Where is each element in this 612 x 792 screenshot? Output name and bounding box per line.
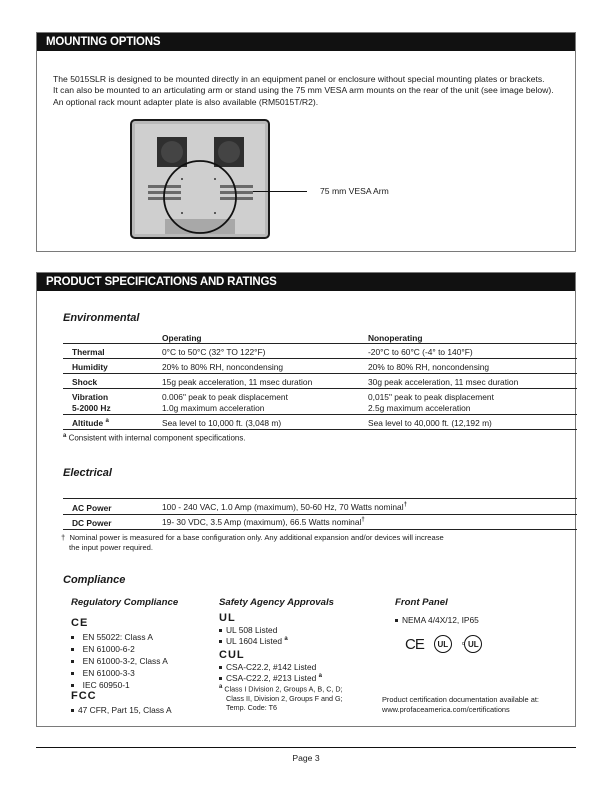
item-text: NEMA 4/4X/12, IP65 (402, 615, 479, 625)
row-label: Shock (72, 377, 98, 387)
row-value (162, 517, 365, 527)
nonoperating-value: 0,015" peak to peak displacement (368, 392, 494, 402)
mounting-description (53, 74, 573, 108)
bullet-icon (219, 677, 222, 680)
bullet-icon (71, 684, 74, 687)
row-label (72, 418, 109, 428)
footnote-text: Nominal power is measured for a base configuration only. Any additional expansion and/or devices will increase (69, 533, 444, 542)
value-text: 100 - 240 VAC, 1.0 Amp (maximum), 50-60 Hz, 70 Watts nominal (162, 502, 404, 512)
label-text: Altitude (72, 418, 104, 428)
product-specifications-section (36, 272, 576, 727)
bullet-icon (71, 636, 74, 639)
environmental-footnote (63, 433, 246, 443)
list-item (219, 636, 288, 646)
paragraph-line: An optional rack mount adapter plate is also available (RM5015T/R2). (53, 96, 319, 107)
footnote-marker: † (361, 517, 365, 524)
item-text: CSA-C22.2, #142 Listed (226, 662, 317, 672)
list-item (71, 668, 135, 678)
callout-leader-line (253, 191, 307, 192)
item-text: UL 1604 Listed (226, 636, 283, 646)
ce-mark-icon: CE (405, 635, 424, 653)
row-value (162, 502, 407, 512)
bullet-icon (395, 619, 398, 622)
nonoperating-value: 2.5g maximum acceleration (368, 403, 471, 413)
footnote-line: the input power required. (69, 543, 154, 552)
footnote-line: Class II, Division 2, Groups F and G; (226, 693, 343, 703)
item-text: EN 61000-3-3 (82, 668, 135, 678)
row-label-sub: 5-2000 Hz (72, 403, 111, 413)
footnote-marker: a (219, 684, 223, 690)
bullet-icon (219, 629, 222, 632)
bullet-icon (71, 709, 74, 712)
list-item (395, 615, 479, 625)
item-text: EN 55022: Class A (82, 632, 153, 642)
item-text: EN 61000-6-2 (82, 644, 135, 654)
footnote-text: Class I Division 2, Groups A, B, C, D; (224, 684, 343, 694)
table-rule (63, 358, 577, 359)
footnote-line (61, 533, 444, 543)
certification-note (382, 695, 539, 715)
ce-heading: CE (71, 617, 89, 629)
safety-agency-title: Safety Agency Approvals (219, 597, 334, 608)
table-rule (63, 429, 577, 430)
nonoperating-value: 30g peak acceleration, 11 msec duration (368, 377, 519, 387)
electrical-footnote (61, 533, 444, 553)
operating-value: 0.006" peak to peak displacement (162, 392, 288, 402)
table-rule (63, 343, 577, 344)
note-line: Product certification documentation available at: (382, 695, 539, 704)
item-text: UL 508 Listed (226, 625, 278, 635)
footnote-marker: a (105, 418, 109, 425)
operating-value: 20% to 80% RH, noncondensing (162, 362, 284, 372)
fcc-heading: FCC (71, 690, 97, 702)
item-text: EN 61000-3-2, Class A (82, 656, 168, 666)
section-header: MOUNTING OPTIONS (37, 33, 575, 51)
footnote-marker: † (403, 502, 407, 509)
compliance-heading: Compliance (63, 574, 126, 586)
operating-value: 1.0g maximum acceleration (162, 403, 265, 413)
list-item (219, 673, 322, 683)
footnote-marker: a (284, 636, 288, 643)
row-label: AC Power (72, 503, 112, 513)
cul-mark-icon: c UL (462, 635, 483, 653)
vesa-callout-label: 75 mm VESA Arm (320, 186, 389, 196)
item-text: CSA-C22.2, #213 Listed (226, 673, 317, 683)
footnote-marker: a (318, 673, 322, 680)
table-rule (63, 529, 577, 530)
footnote-line: Temp. Code: T6 (226, 702, 278, 712)
electrical-heading: Electrical (63, 467, 112, 479)
environmental-heading: Environmental (63, 312, 140, 324)
nonoperating-value: 20% to 80% RH, noncondensing (368, 362, 490, 372)
list-item (71, 656, 168, 666)
certification-marks (405, 635, 482, 653)
table-rule (63, 514, 577, 515)
bullet-icon (71, 672, 74, 675)
footnote-marker: a (63, 433, 67, 439)
list-item (219, 662, 316, 672)
bullet-icon (71, 660, 74, 663)
footer-rule (36, 747, 576, 748)
value-text: 19- 30 VDC, 3.5 Amp (maximum), 66.5 Watts nominal (162, 517, 362, 527)
ul-mark-icon: UL (434, 635, 452, 653)
front-panel-title: Front Panel (395, 597, 448, 608)
monitor-rear-image (130, 119, 270, 239)
row-label: Humidity (72, 362, 108, 372)
list-item (71, 680, 130, 690)
row-label: DC Power (72, 518, 112, 528)
list-item (71, 644, 135, 654)
operating-value: 15g peak acceleration, 11 msec duration (162, 377, 313, 387)
certification-url: www.profaceamerica.com/certifications (382, 705, 510, 714)
row-label: Thermal (72, 347, 105, 357)
list-item (71, 705, 172, 715)
table-rule (63, 414, 577, 415)
footnote-text: Consistent with internal component specifications. (68, 433, 246, 443)
operating-value: Sea level to 10,000 ft. (3,048 m) (162, 418, 282, 428)
item-text: 47 CFR, Part 15, Class A (78, 705, 172, 715)
paragraph-line: It can also be mounted to an articulating arm or stand using the 75 mm VESA arm mounts on the rear of the unit (see image below). (53, 85, 554, 96)
cul-heading: CUL (219, 649, 245, 661)
table-rule (63, 388, 577, 389)
table-rule (63, 373, 577, 374)
footnote-marker: † (61, 533, 66, 542)
table-rule (63, 498, 577, 499)
page-number: Page 3 (292, 753, 320, 763)
bullet-icon (71, 648, 74, 651)
item-text: IEC 60950-1 (82, 680, 130, 690)
operating-value: 0°C to 50°C (32° TO 122°F) (162, 347, 266, 357)
bullet-icon (219, 666, 222, 669)
paragraph-line: The 5015SLR is designed to be mounted directly in an equipment panel or enclosure without special mounting plates or brackets. (53, 74, 545, 84)
row-label: Vibration (72, 392, 109, 402)
nonoperating-value: -20°C to 60°C (-4° to 140°F) (368, 347, 473, 357)
regulatory-compliance-title: Regulatory Compliance (71, 597, 179, 608)
mounting-options-section (36, 32, 576, 252)
column-header-operating: Operating (162, 333, 202, 343)
nonoperating-value: Sea level to 40,000 ft. (12,192 m) (368, 418, 492, 428)
safety-footnote (219, 683, 343, 712)
section-header: PRODUCT SPECIFICATIONS AND RATINGS (37, 273, 575, 291)
column-header-nonoperating: Nonoperating (368, 333, 423, 343)
ul-heading: UL (219, 612, 236, 624)
bullet-icon (219, 640, 222, 643)
footnote-line (219, 683, 343, 694)
list-item (71, 632, 153, 642)
list-item (219, 625, 277, 635)
